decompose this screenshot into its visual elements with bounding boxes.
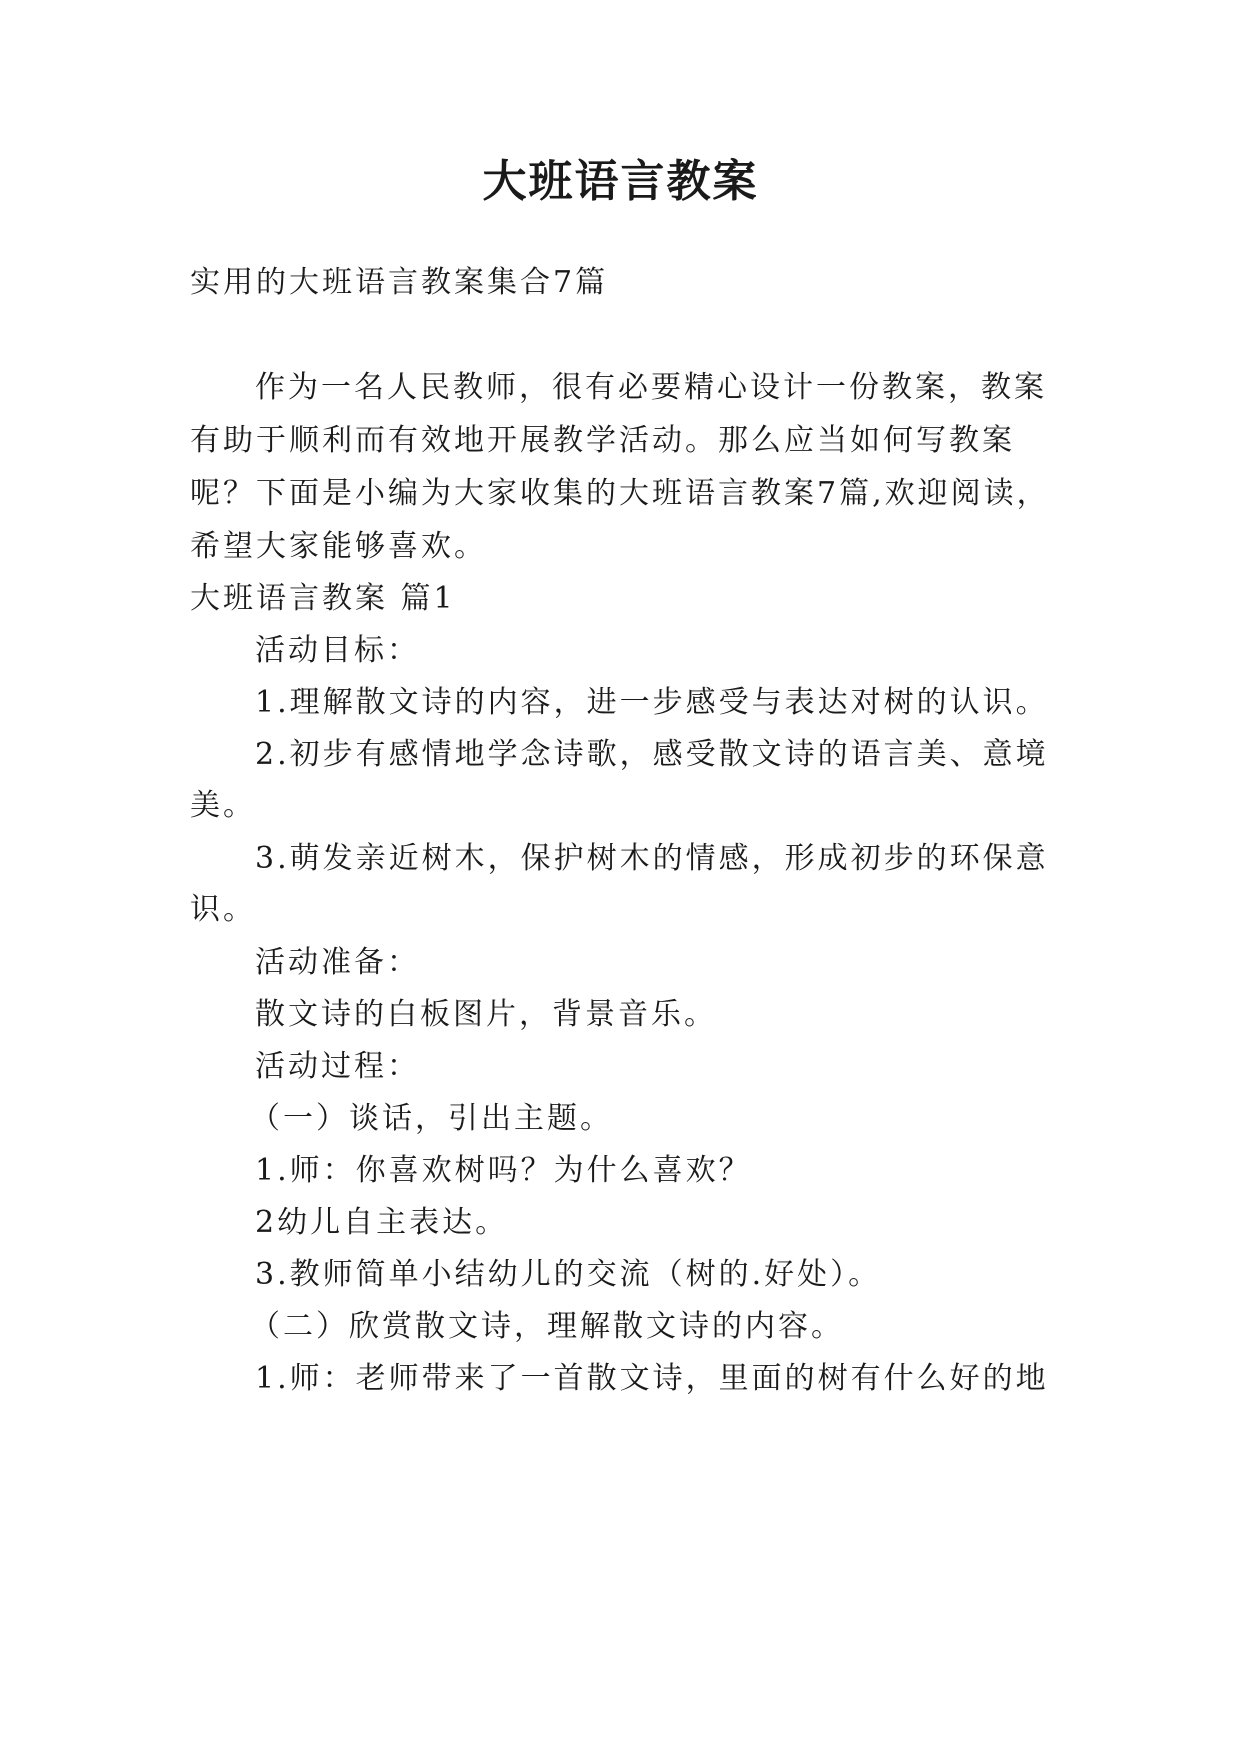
intro-line: 呢？下面是小编为大家收集的大班语言教案7篇,欢迎阅读，	[190, 476, 1050, 511]
goal-item: 3.萌发亲近树木，保护树木的情感，形成初步的环保意	[255, 841, 1049, 876]
intro-line: 希望大家能够喜欢。	[190, 529, 487, 564]
process-step: 3.教师简单小结幼儿的交流（树的.好处）。	[255, 1257, 882, 1292]
document-title: 大班语言教案	[482, 156, 759, 207]
goals-heading: 活动目标：	[255, 633, 420, 668]
process-step: 1.师：老师带来了一首散文诗，里面的树有什么好的地	[255, 1361, 1049, 1396]
process-step: 2幼儿自主表达。	[255, 1205, 509, 1240]
goal-item-continued: 识。	[190, 892, 256, 927]
section-heading: 大班语言教案 篇1	[190, 581, 456, 616]
process-heading: 活动过程：	[255, 1049, 420, 1084]
process-step: （二）欣赏散文诗，理解散文诗的内容。	[250, 1309, 844, 1344]
goal-item-continued: 美。	[190, 788, 256, 823]
prep-text: 散文诗的白板图片，背景音乐。	[255, 997, 717, 1032]
prep-heading: 活动准备：	[255, 945, 420, 980]
process-step: 1.师：你喜欢树吗？为什么喜欢？	[255, 1153, 752, 1188]
process-step: （一）谈话，引出主题。	[250, 1101, 613, 1136]
document-subtitle: 实用的大班语言教案集合7篇	[190, 265, 609, 300]
goal-item: 1.理解散文诗的内容，进一步感受与表达对树的认识。	[255, 685, 1049, 720]
intro-line: 作为一名人民教师，很有必要精心设计一份教案，教案	[255, 370, 1047, 405]
intro-line: 有助于顺利而有效地开展教学活动。那么应当如何写教案	[190, 423, 1015, 458]
goal-item: 2.初步有感情地学念诗歌，感受散文诗的语言美、意境	[255, 737, 1049, 772]
